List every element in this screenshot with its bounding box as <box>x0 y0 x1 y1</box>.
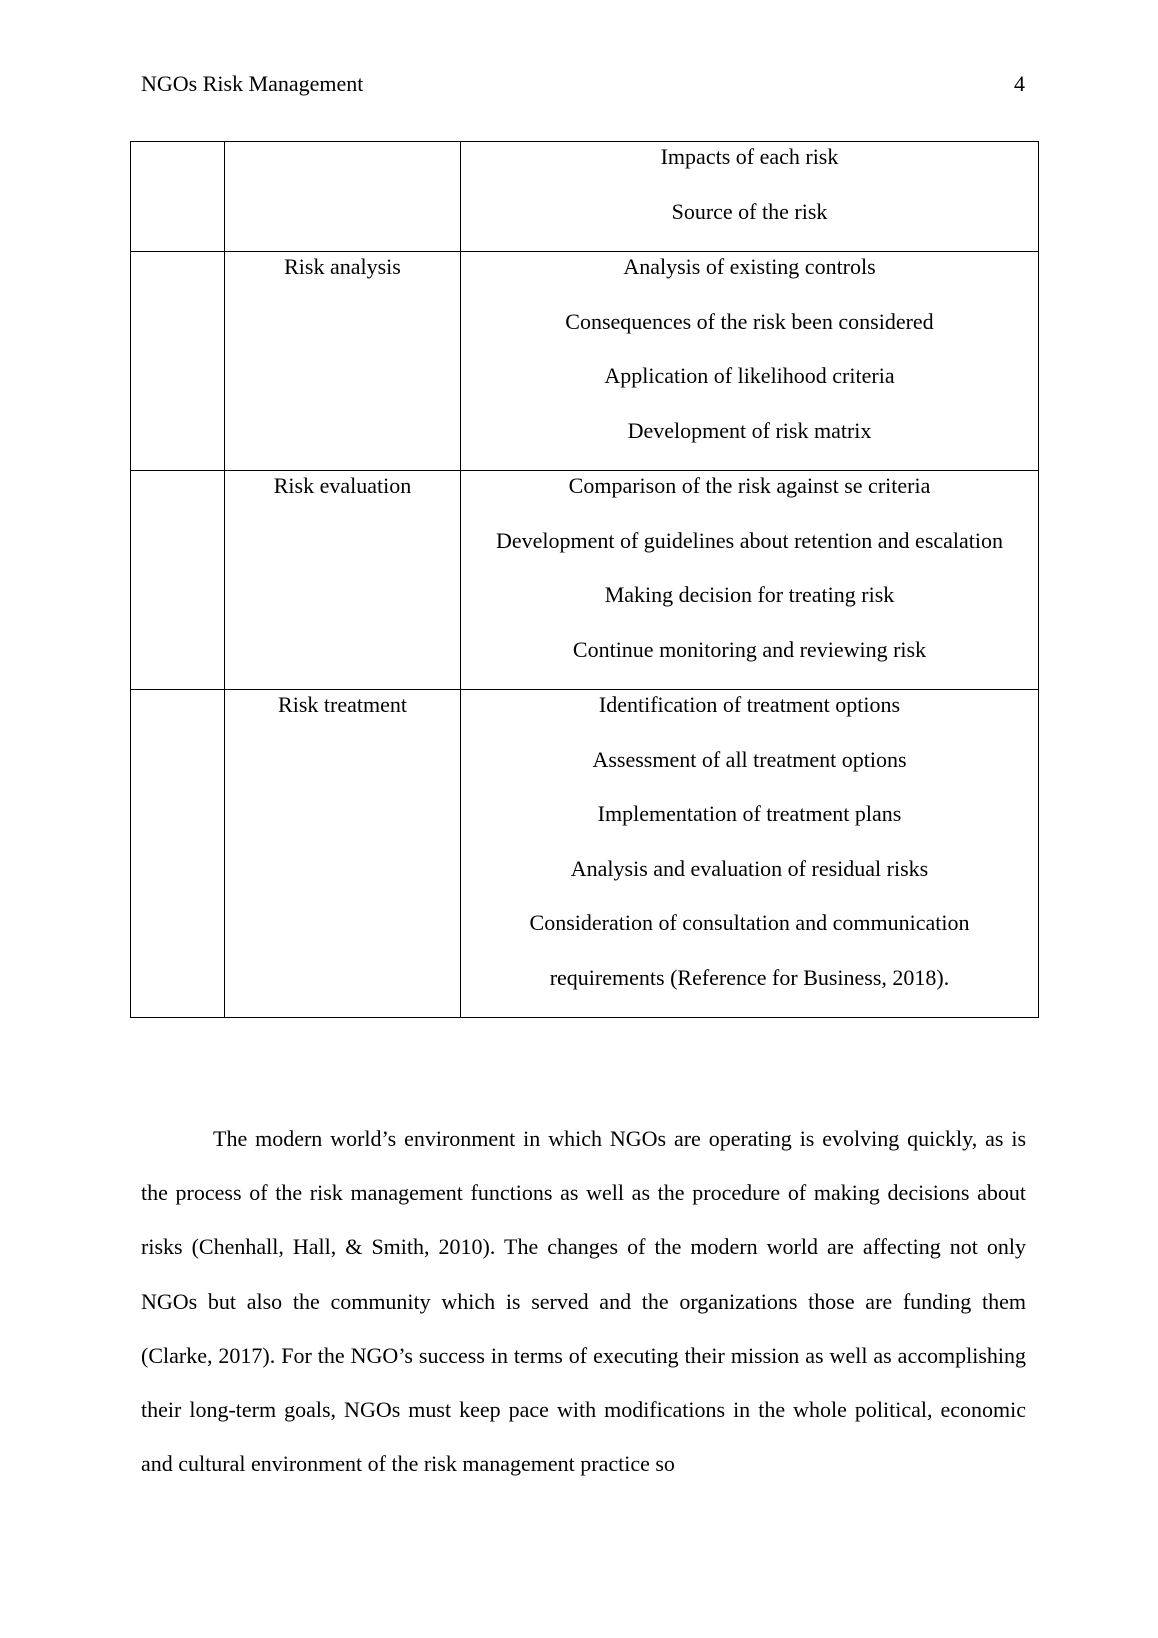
stage-cell <box>225 142 461 252</box>
activity-item: Development of guidelines about retention and escalation <box>495 527 1004 553</box>
activities-cell <box>461 690 1039 1018</box>
empty-cell <box>131 471 225 690</box>
page-number: 4 <box>1014 71 1025 96</box>
stage-cell <box>225 471 461 690</box>
activity-item: Analysis of existing controls <box>623 254 876 279</box>
empty-cell <box>131 690 225 1018</box>
activities-cell <box>461 471 1039 690</box>
activity-item: Continue monitoring and reviewing risk <box>572 636 927 662</box>
empty-cell <box>131 142 225 252</box>
activity-item: Source of the risk <box>671 198 828 224</box>
stage-cell <box>225 252 461 471</box>
stage-cell <box>225 690 461 1018</box>
stage-label <box>225 142 460 197</box>
risk-process-table <box>130 141 1039 1018</box>
activity-item: Making decision for treating risk <box>604 582 895 607</box>
table-row <box>131 252 1039 471</box>
activity-item: Comparison of the risk against se criteria <box>568 473 931 498</box>
activity-item: Application of likelihood criteria <box>604 363 895 388</box>
stage-label: Risk evaluation <box>273 473 412 498</box>
running-head-title: NGOs Risk Management <box>141 71 364 96</box>
activities-cell <box>461 142 1039 252</box>
stage-label: Risk analysis <box>284 254 401 279</box>
activity-item: Consideration of consultation and communication <box>529 910 970 935</box>
activity-item: requirements (Reference for Business, 2018). <box>549 964 950 990</box>
empty-cell <box>131 252 225 471</box>
stage-label: Risk treatment <box>278 692 407 717</box>
activity-item: Assessment of all treatment options <box>592 746 907 772</box>
activity-item: Development of risk matrix <box>627 417 872 443</box>
body-paragraph: The modern world’s environment in which NGOs are operating is evolving quickly, as is the process of the risk management functions as well as the procedure of making decisions about risks (Chenhall, Hall, & Smith, 2010). The changes of the modern world are affecting not only NGOs but also the community which is served and the organizations those are funding them (Clarke, 2017). For the NGO’s success in terms of executing their mission as well as accomplishing their long-term goals, NGOs must keep pace with modifications in the whole political, economic and cultural environment of the risk management practice so <box>141 1126 1026 1477</box>
table-row <box>131 471 1039 690</box>
activity-item: Impacts of each risk <box>660 144 839 169</box>
activities-cell <box>461 252 1039 471</box>
activity-item: Identification of treatment options <box>598 692 901 717</box>
running-header <box>141 68 1025 100</box>
activity-item: Consequences of the risk been considered <box>565 308 934 334</box>
table-row <box>131 142 1039 252</box>
table-row <box>131 690 1039 1018</box>
activity-item: Analysis and evaluation of residual risks <box>570 855 929 881</box>
activity-item: Implementation of treatment plans <box>597 801 902 826</box>
